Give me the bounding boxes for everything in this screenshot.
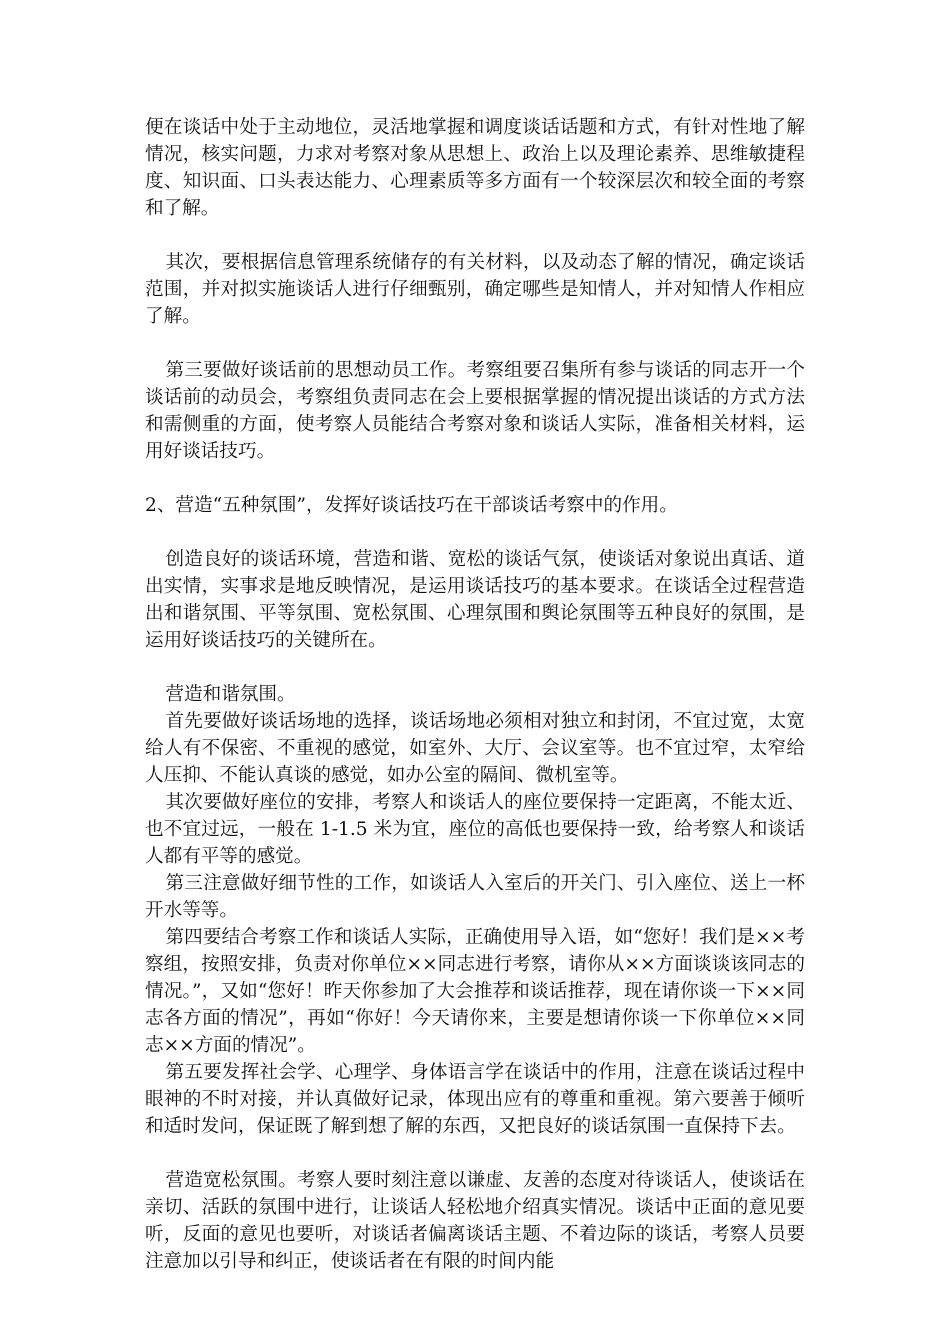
paragraph-gap <box>145 654 805 681</box>
paragraph-seating: 其次要做好座位的安排，考察人和谈话人的座位要保持一定距离，不能太近、也不宜过远，一般在 1-1.5 米为宜，座位的高低也要保持一致，给考察人和谈话人都有平等的感觉。 <box>145 792 805 867</box>
section-heading: 2、营造“五种氛围”，发挥好谈话技巧在干部谈话考察中的作用。 <box>145 495 678 516</box>
document-body <box>145 114 805 1275</box>
paragraph-relaxed: 营造宽松氛围。考察人要时刻注意以谦虚、友善的态度对待谈话人，使谈话在亲切、活跃的氛围中进行，让谈话人轻松地介绍真实情况。谈话中正面的意见要听，反面的意见也要听，对谈话者偏离谈话主题、不着边际的谈话，考察人员要注意加以引导和纠正，使谈话者在有限的时间内能 <box>145 1170 805 1272</box>
paragraph-gap <box>145 1140 805 1167</box>
paragraph-gap <box>145 222 805 249</box>
paragraph-gap <box>145 465 805 492</box>
paragraph-continuation: 便在谈话中处于主动地位，灵活地掌握和调度谈话话题和方式，有针对性地了解情况，核实问题，力求对考察对象从思想上、政治上以及理论素养、思维敏捷程度、知识面、口头表达能力、心理素质等多方面有一个较深层次和较全面的考察和了解。 <box>145 117 805 219</box>
paragraph-gap <box>145 330 805 357</box>
subheading-harmony: 营造和谐氛围。 <box>165 684 296 705</box>
paragraph-opening-words: 第四要结合考察工作和谈话人实际，正确使用导入语，如“您好！我们是××考察组，按照安排，负责对你单位××同志进行考察，请你从××方面谈谈该同志的情况。”，又如“您好！昨天你参加了大会推荐和谈话推荐，现在请你谈一下××同志各方面的情况”，再如“你好！今天请你来，主要是想请你谈一下你单位××同志××方面的情况”。 <box>145 927 805 1056</box>
paragraph-gap <box>145 519 805 546</box>
paragraph-intro: 创造良好的谈话环境，营造和谐、宽松的谈话气氛，使谈话对象说出真话、道出实情，实事求是地反映情况，是运用谈话技巧的基本要求。在谈话全过程营造出和谐氛围、平等氛围、宽松氛围、心理氛围和舆论氛围等五种良好的氛围，是运用好谈话技巧的关键所在。 <box>145 549 805 651</box>
paragraph-body-language: 第五要发挥社会学、心理学、身体语言学在谈话中的作用，注意在谈话过程中眼神的不时对接，并认真做好记录，体现出应有的尊重和重视。第六要善于倾听和适时发问，保证既了解到想了解的东西，又把良好的谈话氛围一直保持下去。 <box>145 1062 805 1137</box>
paragraph-venue: 首先要做好谈话场地的选择，谈话场地必须相对独立和封闭，不宜过宽，太宽给人有不保密、不重视的感觉，如室外、大厅、会议室等。也不宜过窄，太窄给人压抑、不能认真谈的感觉，如办公室的隔间、微机室等。 <box>145 711 805 786</box>
paragraph-details: 第三注意做好细节性的工作，如谈话人入室后的开关门、引入座位、送上一杯开水等等。 <box>145 873 805 921</box>
paragraph-third-step: 第三要做好谈话前的思想动员工作。考察组要召集所有参与谈话的同志开一个谈话前的动员会，考察组负责同志在会上要根据掌握的情况提出谈话的方式方法和需侧重的方面，使考察人员能结合考察对象和谈话人实际，准备相关材料，运用好谈话技巧。 <box>145 360 805 462</box>
paragraph-second-step: 其次，要根据信息管理系统储存的有关材料，以及动态了解的情况，确定谈话范围，并对拟实施谈话人进行仔细甄别，确定哪些是知情人，并对知情人作相应了解。 <box>145 252 805 327</box>
